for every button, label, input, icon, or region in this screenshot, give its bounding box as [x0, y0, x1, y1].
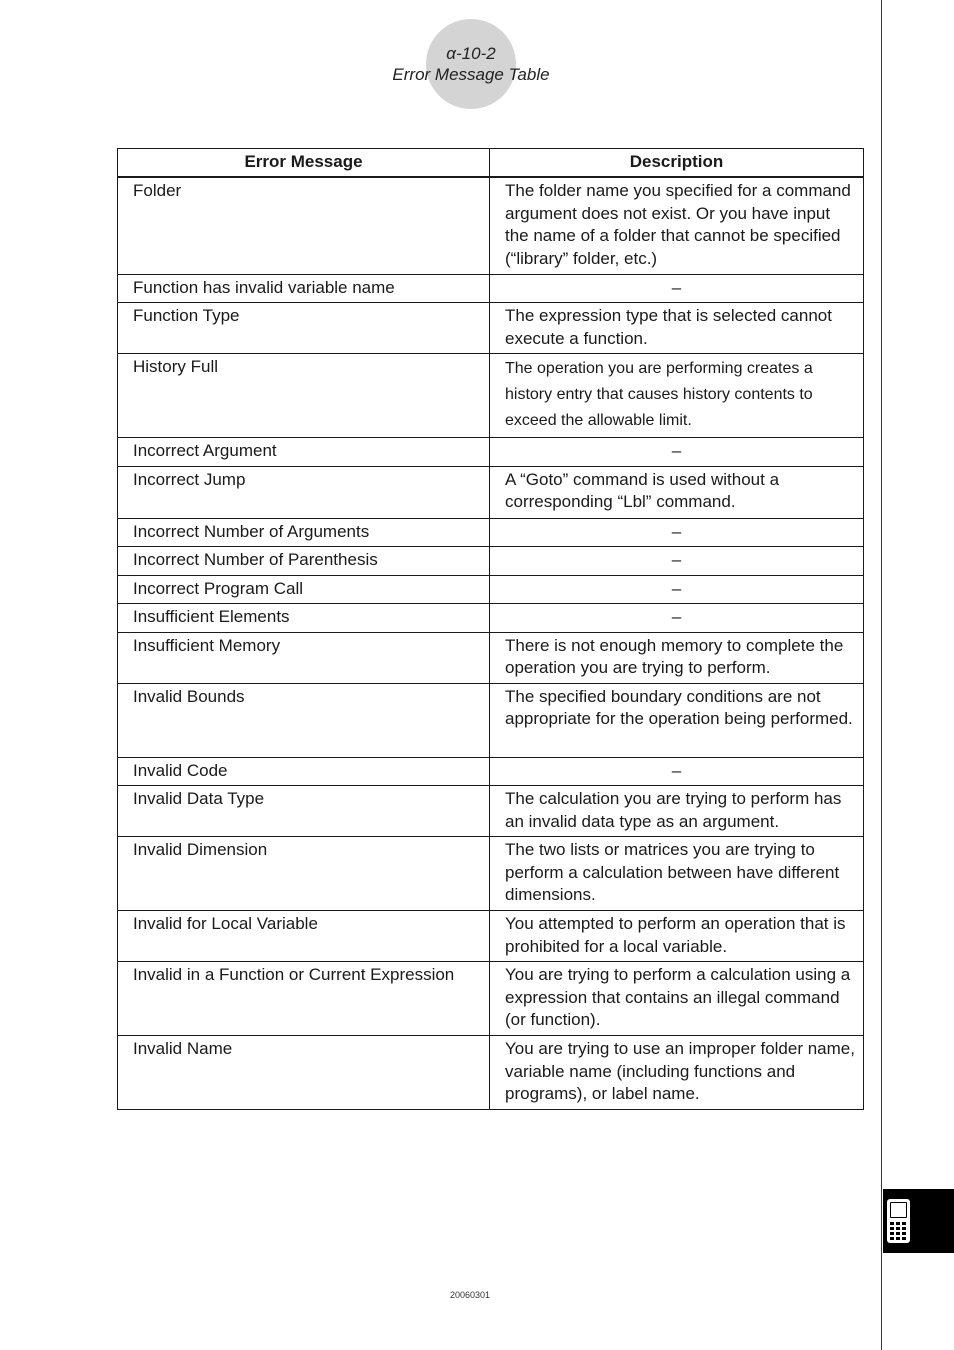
column-header-description: Description	[490, 149, 864, 178]
error-message-cell: Invalid Name	[118, 1036, 490, 1110]
table-row	[118, 518, 864, 547]
table-row	[118, 438, 864, 467]
description-cell: You are trying to perform a calculation using a expression that contains an illegal command (or function).	[490, 962, 864, 1036]
description-cell: –	[490, 604, 864, 633]
calculator-icon	[883, 1189, 954, 1253]
description-cell: –	[490, 757, 864, 786]
table-row	[118, 547, 864, 576]
table-row	[118, 837, 864, 911]
description-cell: –	[490, 274, 864, 303]
error-message-cell: Folder	[118, 177, 490, 274]
error-message-cell: Incorrect Number of Parenthesis	[118, 547, 490, 576]
page-code: α-10-2	[446, 44, 496, 63]
description-cell: You are trying to use an improper folder name, variable name (including functions and programs), or label name.	[490, 1036, 864, 1110]
description-cell: The operation you are performing creates a history entry that causes history contents to exceed the allowable limit.	[490, 354, 864, 438]
error-message-cell: Invalid for Local Variable	[118, 911, 490, 962]
table-row	[118, 575, 864, 604]
column-header-error-message: Error Message	[118, 149, 490, 178]
table-row	[118, 274, 864, 303]
table-row	[118, 1036, 864, 1110]
error-message-cell: Invalid Bounds	[118, 683, 490, 757]
error-message-cell: Incorrect Program Call	[118, 575, 490, 604]
error-message-cell: Function has invalid variable name	[118, 274, 490, 303]
error-message-cell: Invalid in a Function or Current Expression	[118, 962, 490, 1036]
error-message-cell: Invalid Data Type	[118, 786, 490, 837]
description-cell: –	[490, 547, 864, 576]
table-row	[118, 786, 864, 837]
description-cell: The expression type that is selected cannot execute a function.	[490, 303, 864, 354]
table-row	[118, 911, 864, 962]
description-cell: –	[490, 518, 864, 547]
error-message-cell: Incorrect Number of Arguments	[118, 518, 490, 547]
table-row	[118, 604, 864, 633]
error-message-cell: Function Type	[118, 303, 490, 354]
table-row	[118, 683, 864, 757]
table-row	[118, 632, 864, 683]
table-row	[118, 757, 864, 786]
description-cell: The folder name you specified for a command argument does not exist. Or you have input the name of a folder that cannot be specified (“library” folder, etc.)	[490, 177, 864, 274]
error-message-table	[117, 148, 864, 1110]
error-message-cell: Invalid Code	[118, 757, 490, 786]
description-cell: –	[490, 438, 864, 467]
chapter-side-tab	[883, 1189, 954, 1253]
description-cell: The two lists or matrices you are trying to perform a calculation between have different dimensions.	[490, 837, 864, 911]
table-row	[118, 354, 864, 438]
description-cell: The calculation you are trying to perform has an invalid data type as an argument.	[490, 786, 864, 837]
table-header-row	[118, 149, 864, 178]
description-cell: A “Goto” command is used without a corresponding “Lbl” command.	[490, 466, 864, 518]
section-title: Error Message Table	[392, 65, 550, 84]
error-message-cell: Insufficient Elements	[118, 604, 490, 633]
description-cell: You attempted to perform an operation that is prohibited for a local variable.	[490, 911, 864, 962]
description-cell: The specified boundary conditions are not appropriate for the operation being performed.	[490, 683, 864, 757]
error-message-cell: History Full	[118, 354, 490, 438]
table-row	[118, 466, 864, 518]
header-circle-badge	[426, 19, 516, 109]
table-row	[118, 177, 864, 274]
table-row	[118, 962, 864, 1036]
page-edge-rule	[881, 0, 882, 1350]
error-message-cell: Incorrect Argument	[118, 438, 490, 467]
footer-date-code: 20060301	[449, 1290, 491, 1300]
description-cell: –	[490, 575, 864, 604]
error-message-cell: Incorrect Jump	[118, 466, 490, 518]
description-cell: There is not enough memory to complete the operation you are trying to perform.	[490, 632, 864, 683]
error-message-cell: Insufficient Memory	[118, 632, 490, 683]
error-message-cell: Invalid Dimension	[118, 837, 490, 911]
table-row	[118, 303, 864, 354]
